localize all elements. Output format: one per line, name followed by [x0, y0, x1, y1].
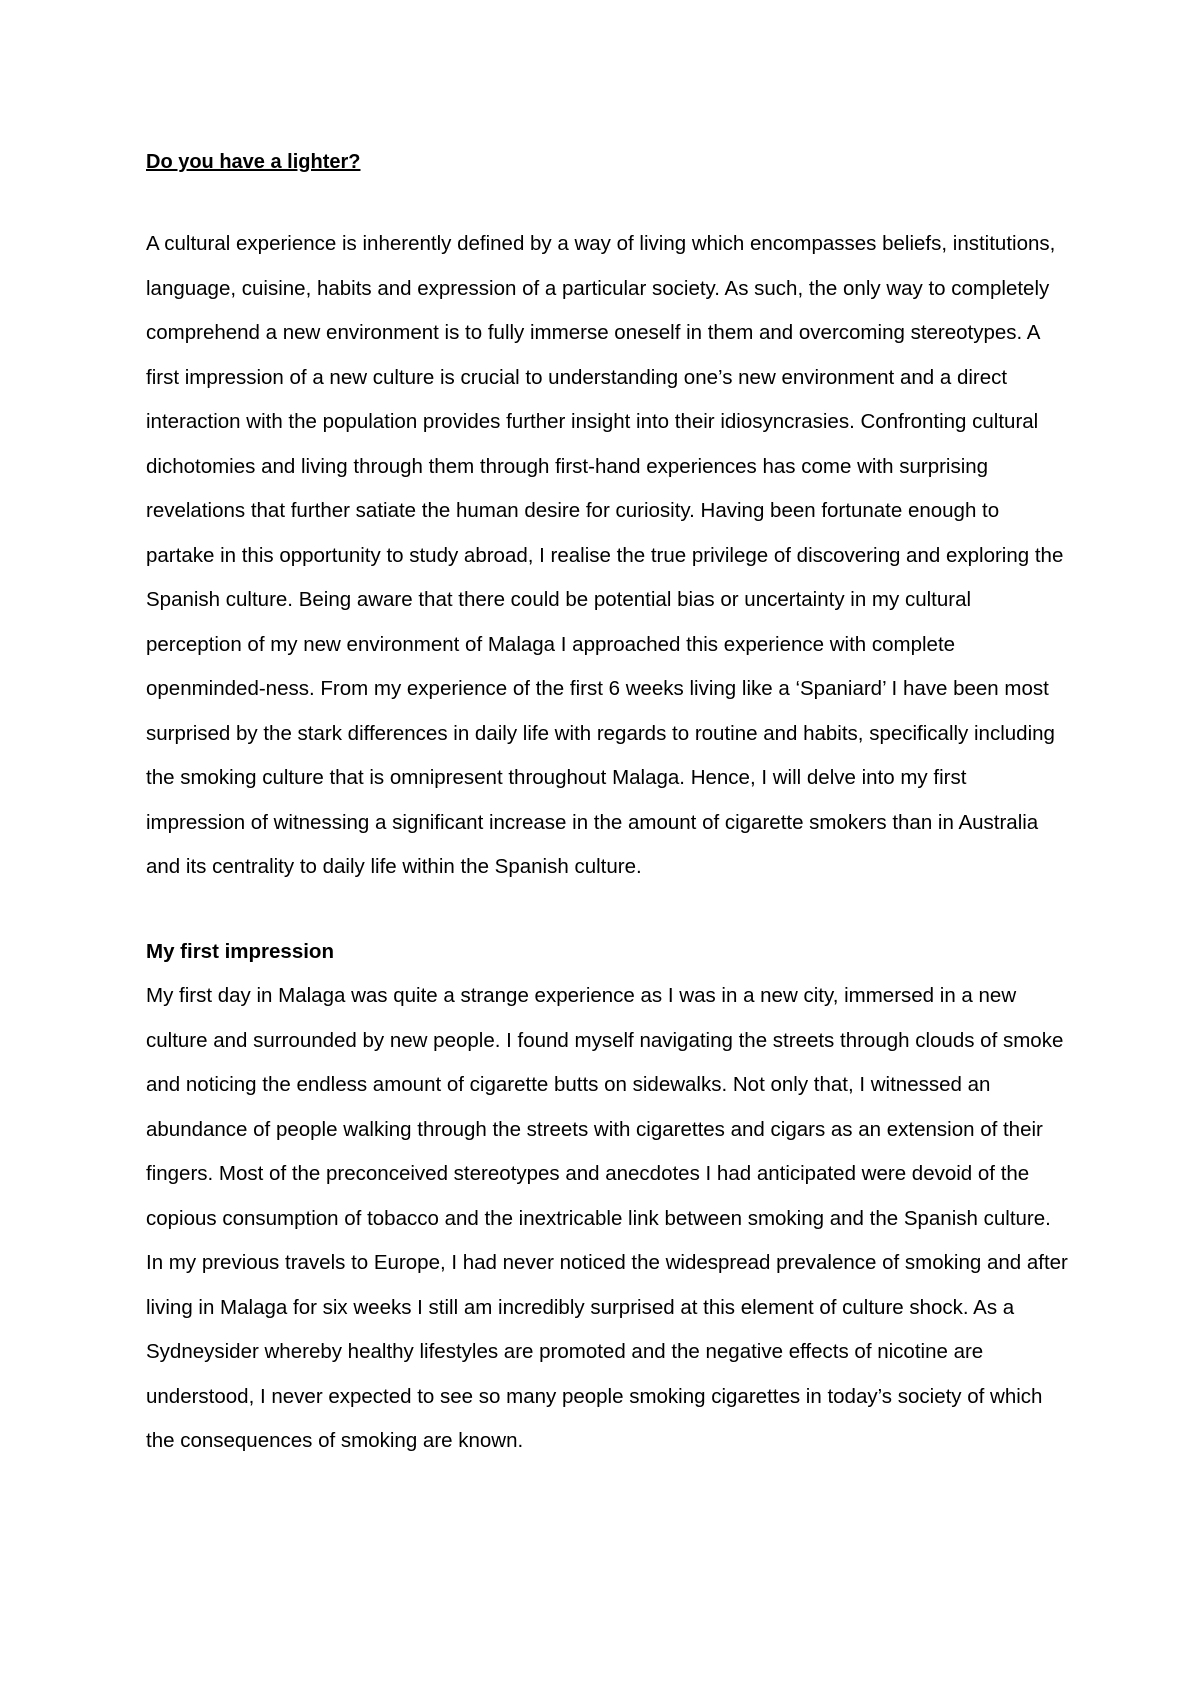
section-heading: My first impression: [146, 939, 334, 963]
document-title: Do you have a lighter?: [146, 151, 361, 173]
document-body: [146, 144, 1068, 1464]
intro-paragraph: A cultural experience is inherently defined by a way of living which encompasses beliefs, institutions, language, cuisine, habits and expression of a particular society. As such, the only way to completely comprehend a new environment is to fully immerse oneself in them and overcoming stereotypes. A first impression of a new culture is crucial to understanding one’s new environment and a direct interaction with the population provides further insight into their idiosyncrasies. Confronting cultural dichotomies and living through them through first-hand experiences has come with surprising revelations that further satiate the human desire for curiosity. Having been fortunate enough to partake in this opportunity to study abroad, I realise the true privilege of discovering and exploring the Spanish culture. Being aware that there could be potential bias or uncertainty in my cultural perception of my new environment of Malaga I approached this experience with complete openminded-ness. From my experience of the first 6 weeks living like a ‘Spaniard’ I have been most surprised by the stark differences in daily life with regards to routine and habits, specifically including the smoking culture that is omnipresent throughout Malaga. Hence, I will delve into my first impression of witnessing a significant increase in the amount of cigarette smokers than in Australia and its centrality to daily life within the Spanish culture.: [146, 232, 1064, 878]
section-paragraph: My first day in Malaga was quite a strange experience as I was in a new city, immersed in a new culture and surrounded by new people. I found myself navigating the streets through clouds of smoke and noticing the endless amount of cigarette butts on sidewalks. Not only that, I witnessed an abundance of people walking through the streets with cigarettes and cigars as an extension of their fingers. Most of the preconceived stereotypes and anecdotes I had anticipated were devoid of the copious consumption of tobacco and the inextricable link between smoking and the Spanish culture. In my previous travels to Europe, I had never noticed the widespread prevalence of smoking and after living in Malaga for six weeks I still am incredibly surprised at this element of culture shock. As a Sydneysider whereby healthy lifestyles are promoted and the negative effects of nicotine are understood, I never expected to see so many people smoking cigarettes in today’s society of which the consequences of smoking are known.: [146, 984, 1068, 1452]
